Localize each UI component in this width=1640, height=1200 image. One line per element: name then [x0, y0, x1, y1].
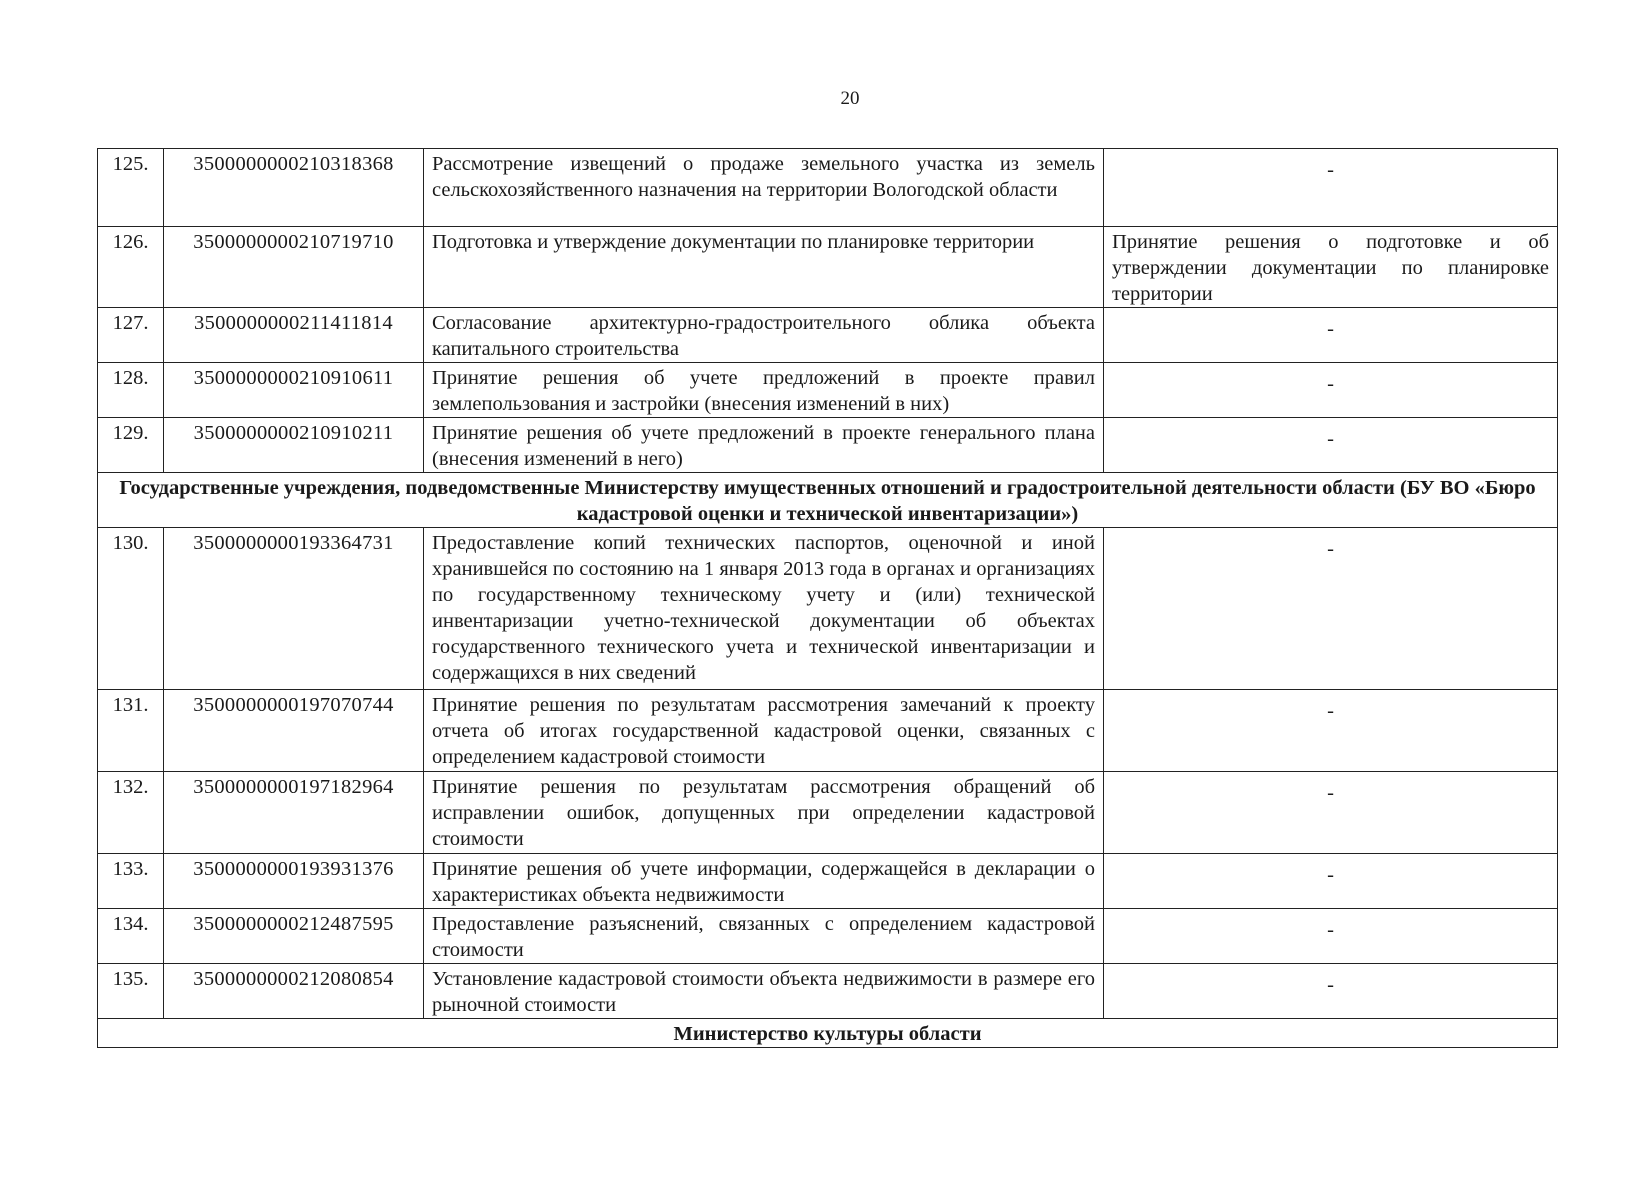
dash-mark: - [1327, 919, 1334, 941]
service-name: Принятие решения об учете предложений в проекте генерального плана (внесения изменений в него) [424, 418, 1104, 473]
service-note: Принятие решения о подготовке и об утверждении документации по планировке территории [1104, 227, 1558, 308]
row-number: 127. [98, 308, 164, 363]
table-row [98, 964, 1558, 1019]
service-note [1104, 772, 1558, 854]
service-name: Подготовка и утверждение документации по планировке территории [424, 227, 1104, 308]
service-note [1104, 854, 1558, 909]
service-name: Принятие решения по результатам рассмотрения обращений об исправлении ошибок, допущенных при определении кадастровой стоимости [424, 772, 1104, 854]
dash-mark: - [1327, 428, 1334, 450]
table-row [98, 227, 1558, 308]
service-note [1104, 909, 1558, 964]
service-code: 3500000000210719710 [164, 227, 424, 308]
service-name: Предоставление разъяснений, связанных с определением кадастровой стоимости [424, 909, 1104, 964]
table-row [98, 418, 1558, 473]
section-title: Государственные учреждения, подведомственные Министерству имущественных отношений и градостроительной деятельности области (БУ ВО «Бюро кадастровой оценки и технической инвентаризации») [98, 473, 1558, 528]
service-name: Установление кадастровой стоимости объекта недвижимости в размере его рыночной стоимости [424, 964, 1104, 1019]
row-number: 129. [98, 418, 164, 473]
row-number: 133. [98, 854, 164, 909]
service-code: 3500000000211411814 [164, 308, 424, 363]
dash-mark: - [1327, 538, 1334, 560]
services-registry-table [97, 148, 1558, 1048]
row-number: 131. [98, 690, 164, 772]
table-row [98, 149, 1558, 227]
service-name: Предоставление копий технических паспортов, оценочной и иной хранившейся по состоянию на 1 января 2013 года в органах и организациях по государственному техническому учету и (или) технической инвентаризации учетно-технической документации об объектах государственного технического учета и технической инвентаризации и содержащихся в них сведений [424, 528, 1104, 690]
row-number: 134. [98, 909, 164, 964]
table-row [98, 690, 1558, 772]
dash-mark: - [1327, 318, 1334, 340]
service-name: Рассмотрение извещений о продаже земельного участка из земель сельскохозяйственного назначения на территории Вологодской области [424, 149, 1104, 227]
service-code: 3500000000210910211 [164, 418, 424, 473]
row-number: 132. [98, 772, 164, 854]
dash-mark: - [1327, 864, 1334, 886]
service-note [1104, 149, 1558, 227]
table-row [98, 772, 1558, 854]
table-row [98, 909, 1558, 964]
row-number: 130. [98, 528, 164, 690]
service-code: 3500000000210318368 [164, 149, 424, 227]
section-header-row [98, 473, 1558, 528]
dash-mark: - [1327, 373, 1334, 395]
row-number: 128. [98, 363, 164, 418]
dash-mark: - [1327, 159, 1334, 181]
service-name: Принятие решения по результатам рассмотрения замечаний к проекту отчета об итогах государственной кадастровой оценки, связанных с определением кадастровой стоимости [424, 690, 1104, 772]
service-note [1104, 418, 1558, 473]
row-number: 126. [98, 227, 164, 308]
row-number: 125. [98, 149, 164, 227]
section-header-row [98, 1019, 1558, 1048]
service-code: 3500000000210910611 [164, 363, 424, 418]
service-code: 3500000000193364731 [164, 528, 424, 690]
service-note [1104, 308, 1558, 363]
service-code: 3500000000193931376 [164, 854, 424, 909]
section-title: Министерство культуры области [98, 1019, 1558, 1048]
service-code: 3500000000197070744 [164, 690, 424, 772]
service-code: 3500000000212487595 [164, 909, 424, 964]
table-row [98, 363, 1558, 418]
service-note [1104, 690, 1558, 772]
service-code: 3500000000197182964 [164, 772, 424, 854]
service-name: Согласование архитектурно-градостроительного облика объекта капитального строительства [424, 308, 1104, 363]
table-row [98, 308, 1558, 363]
dash-mark: - [1327, 782, 1334, 804]
dash-mark: - [1327, 700, 1334, 722]
service-name: Принятие решения об учете предложений в проекте правил землепользования и застройки (внесения изменений в них) [424, 363, 1104, 418]
service-note [1104, 964, 1558, 1019]
table-row [98, 854, 1558, 909]
dash-mark: - [1327, 974, 1334, 996]
service-note [1104, 363, 1558, 418]
service-name: Принятие решения об учете информации, содержащейся в декларации о характеристиках объекта недвижимости [424, 854, 1104, 909]
service-note [1104, 528, 1558, 690]
service-code: 3500000000212080854 [164, 964, 424, 1019]
table-row [98, 528, 1558, 690]
page-number: 20 [840, 88, 860, 109]
row-number: 135. [98, 964, 164, 1019]
